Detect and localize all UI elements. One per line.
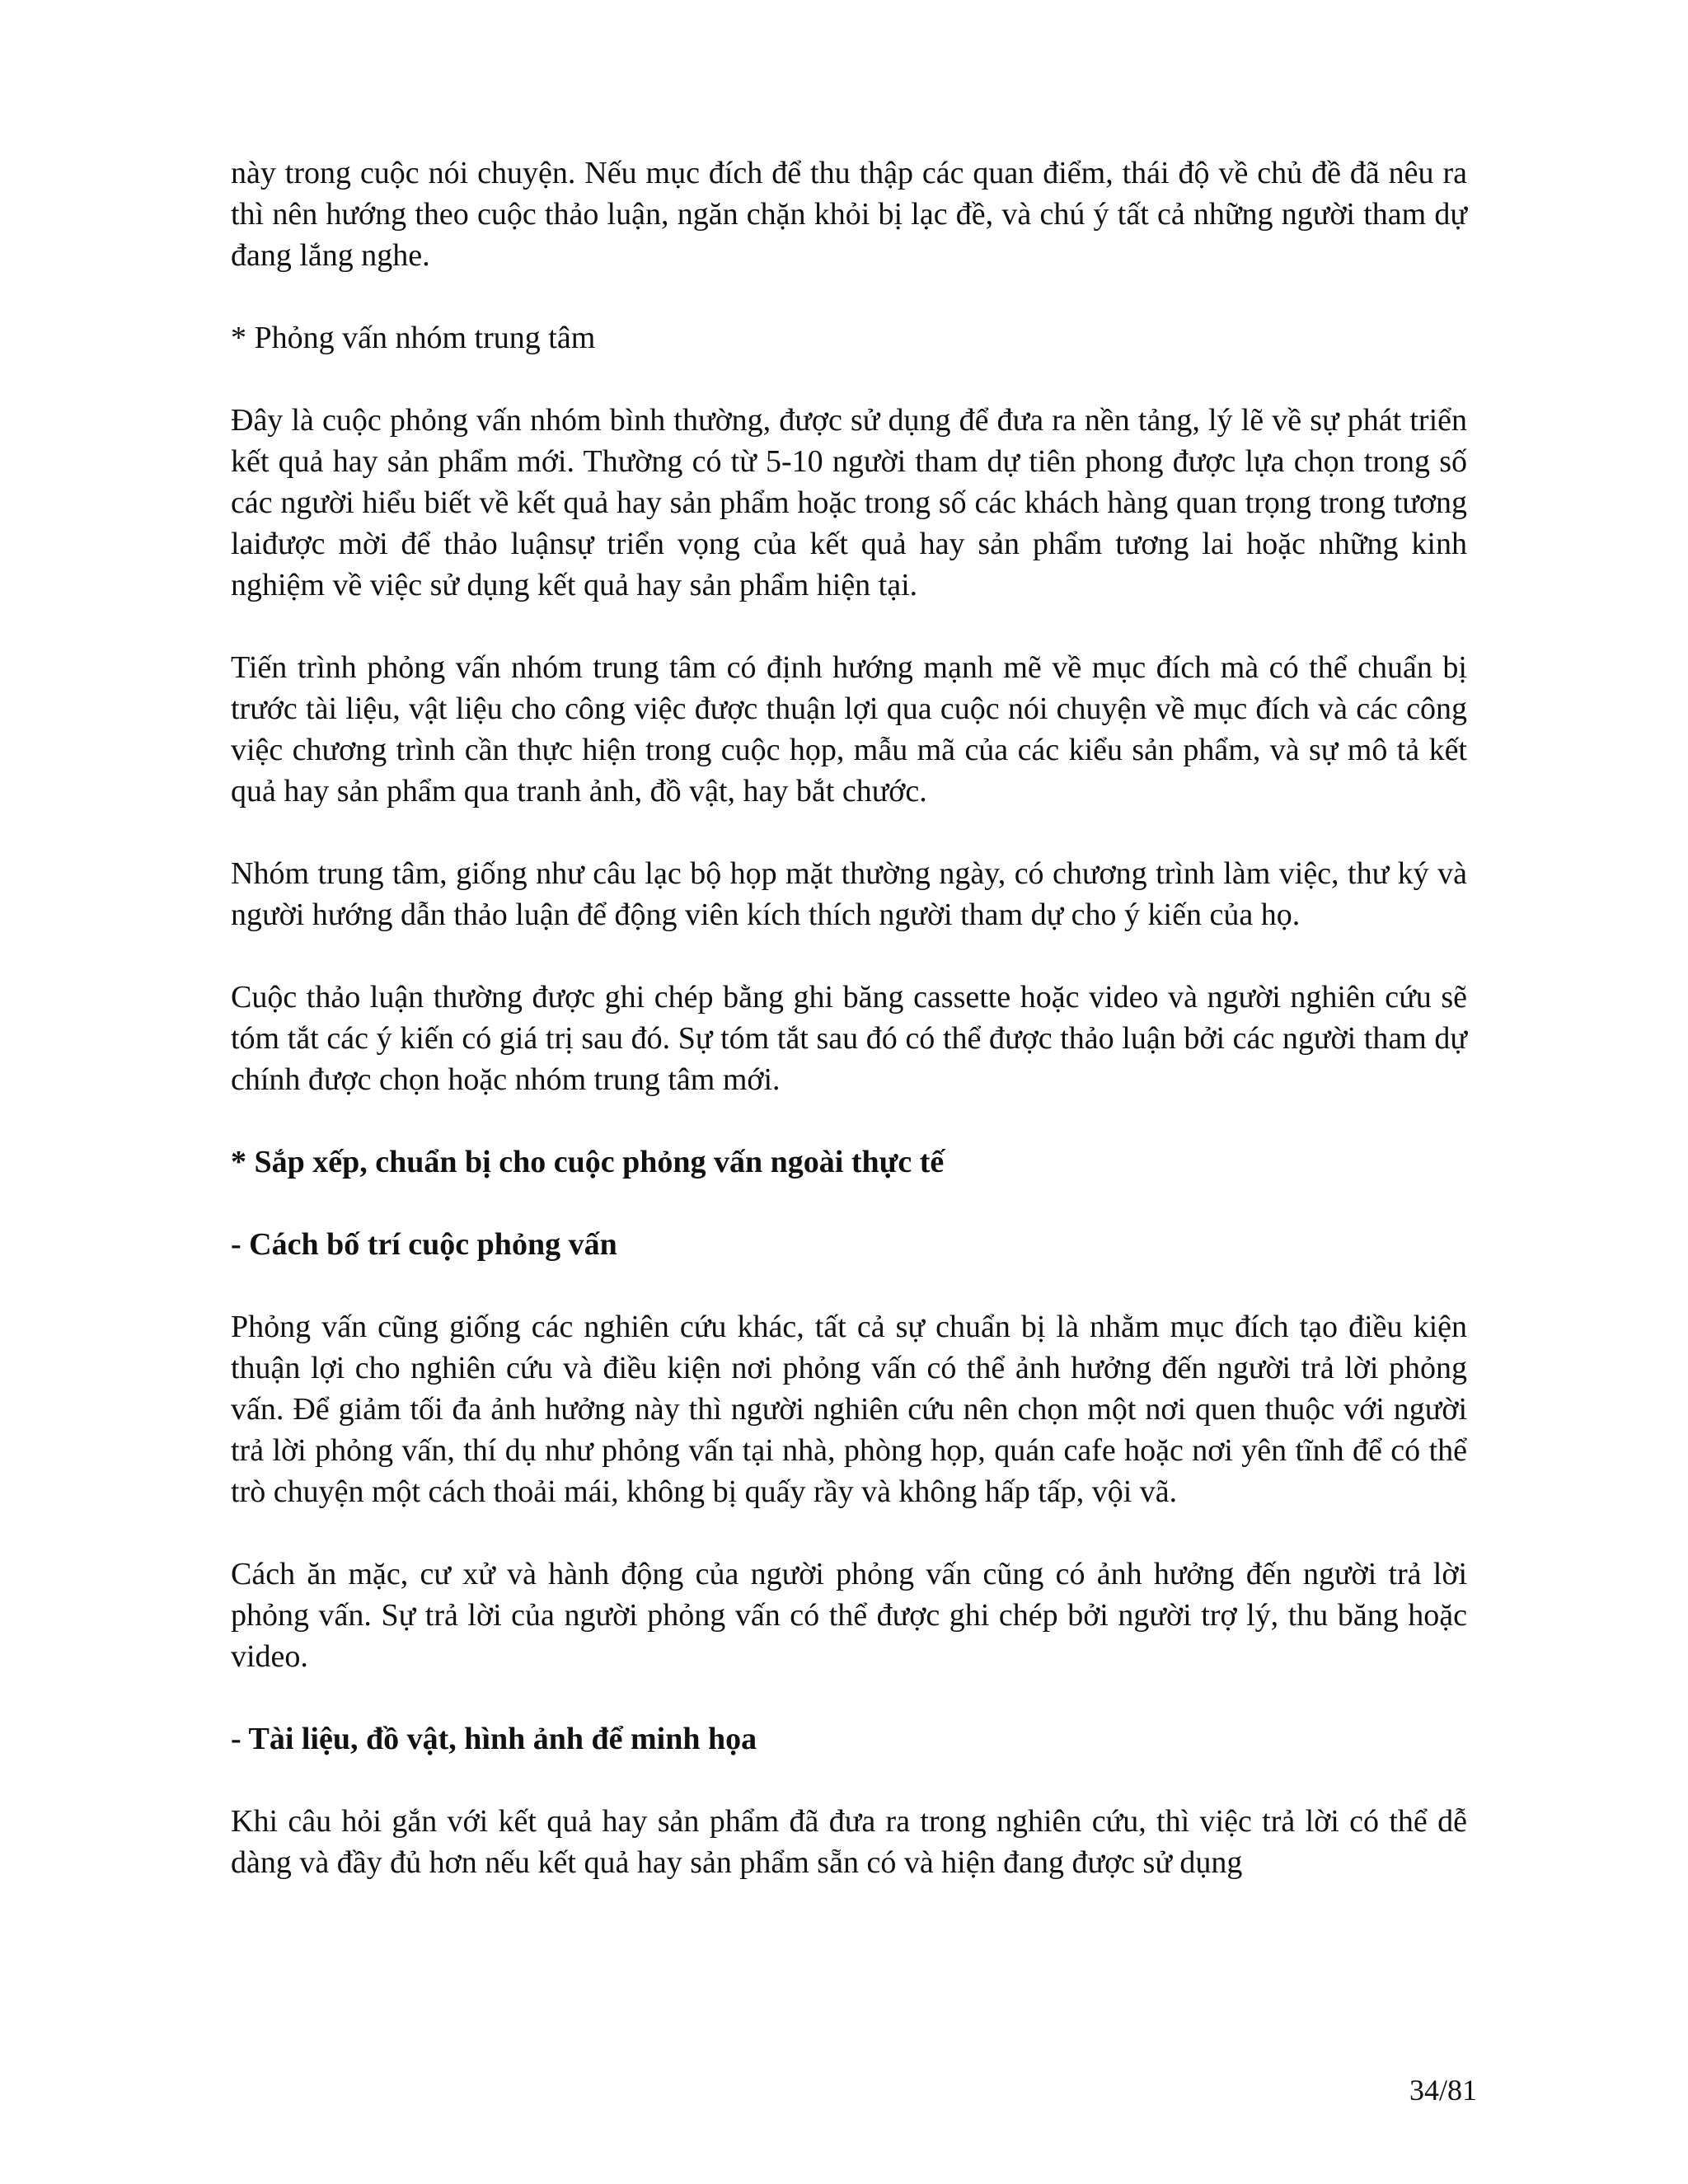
document-page [231,152,1467,1924]
section-heading: * Sắp xếp, chuẩn bị cho cuộc phỏng vấn ngoài thực tế [231,1145,945,1179]
paragraph: Cách ăn mặc, cư xử và hành động của người phỏng vấn cũng có ảnh hưởng đến người trả lời phỏng vấn. Sự trả lời của người phỏng vấn có thể được ghi chép bởi người trợ lý, thu băng hoặc video. [231,1557,1467,1674]
paragraph: này trong cuộc nói chuyện. Nếu mục đích để thu thập các quan điểm, thái độ về chủ đề đã nêu ra thì nên hướng theo cuộc thảo luận, ngăn chặn khỏi bị lạc đề, và chú ý tất cả những người tham dự đang lắng nghe. [231,156,1467,273]
subsection-heading: - Cách bố trí cuộc phỏng vấn [231,1227,617,1262]
subsection-heading: - Tài liệu, đồ vật, hình ảnh để minh họa [231,1722,757,1756]
paragraph: Nhóm trung tâm, giống như câu lạc bộ họp mặt thường ngày, có chương trình làm việc, thư ký và người hướng dẫn thảo luận để động viên kích thích người tham dự cho ý kiến của họ. [231,856,1467,932]
paragraph: Cuộc thảo luận thường được ghi chép bằng ghi băng cassette hoặc video và người nghiên cứu sẽ tóm tắt các ý kiến có giá trị sau đó. Sự tóm tắt sau đó có thể được thảo luận bởi các người tham dự chính được chọn hoặc nhóm trung tâm mới. [231,980,1467,1097]
page-number: 34/81 [1409,2074,1477,2107]
section-subheading: * Phỏng vấn nhóm trung tâm [231,321,596,355]
paragraph: Khi câu hỏi gắn với kết quả hay sản phẩm đã đưa ra trong nghiên cứu, thì việc trả lời có thể dễ dàng và đầy đủ hơn nếu kết quả hay sản phẩm sẵn có và hiện đang được sử dụng [231,1804,1467,1880]
paragraph: Phỏng vấn cũng giống các nghiên cứu khác, tất cả sự chuẩn bị là nhằm mục đích tạo điều kiện thuận lợi cho nghiên cứu và điều kiện nơi phỏng vấn có thể ảnh hưởng đến người trả lời phỏng vấn. Để giảm tối đa ảnh hưởng này thì người nghiên cứu nên chọn một nơi quen thuộc với người trả lời phỏng vấn, thí dụ như phỏng vấn tại nhà, phòng họp, quán cafe hoặc nơi yên tĩnh để có thể trò chuyện một cách thoải mái, không bị quấy rầy và không hấp tấp, vội vã. [231,1310,1467,1509]
paragraph: Tiến trình phỏng vấn nhóm trung tâm có định hướng mạnh mẽ về mục đích mà có thể chuẩn bị trước tài liệu, vật liệu cho công việc được thuận lợi qua cuộc nói chuyện về mục đích và các công việc chương trình cần thực hiện trong cuộc họp, mẫu mã của các kiểu sản phẩm, và sự mô tả kết quả hay sản phẩm qua tranh ảnh, đồ vật, hay bắt chước. [231,650,1467,808]
paragraph: Đây là cuộc phỏng vấn nhóm bình thường, được sử dụng để đưa ra nền tảng, lý lẽ về sự phát triển kết quả hay sản phẩm mới. Thường có từ 5-10 người tham dự tiên phong được lựa chọn trong số các người hiểu biết về kết quả hay sản phẩm hoặc trong số các khách hàng quan trọng trong tương laiđược mời để thảo luậnsự triển vọng của kết quả hay sản phẩm tương lai hoặc những kinh nghiệm về việc sử dụng kết quả hay sản phẩm hiện tại. [231,403,1467,602]
